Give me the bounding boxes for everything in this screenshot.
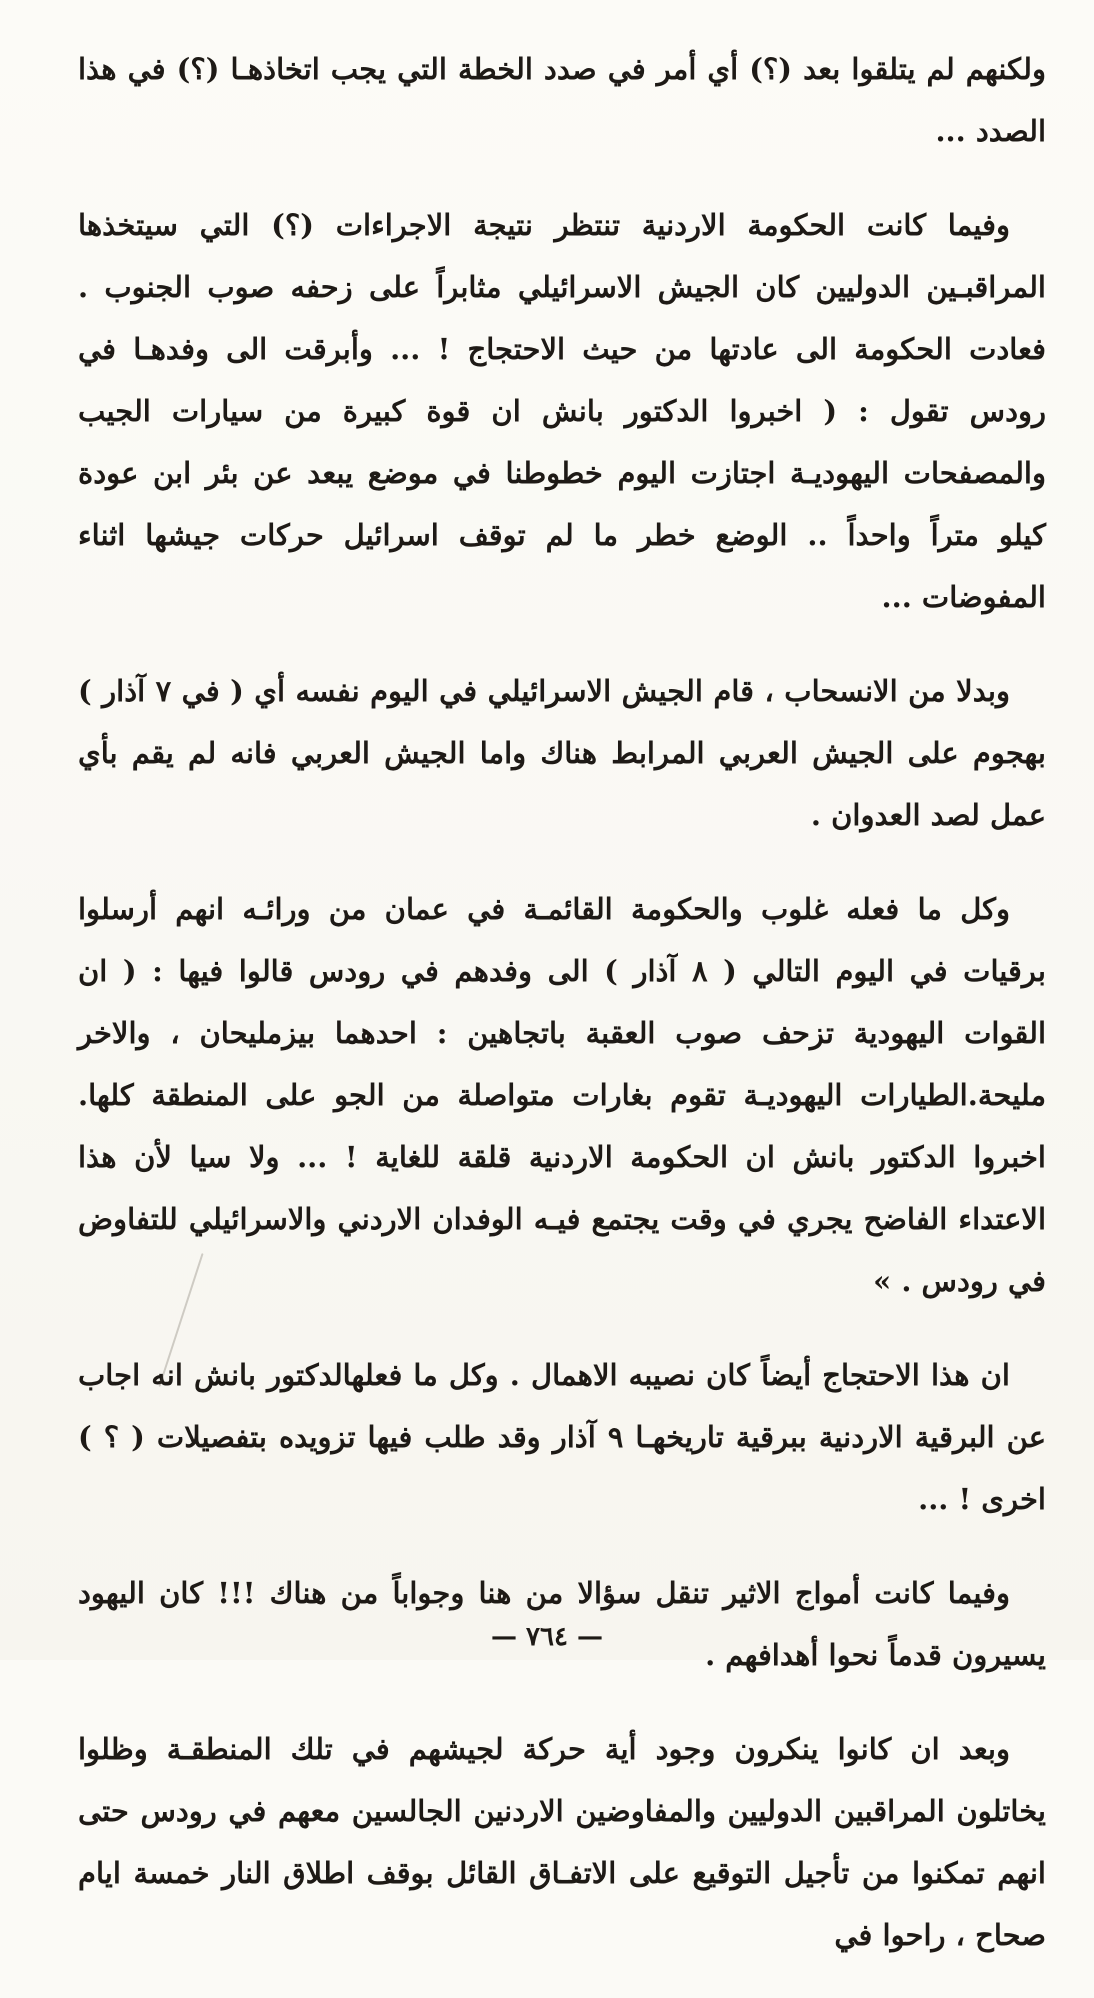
page-number: — ٧٦٤ —: [490, 1622, 604, 1652]
paragraph-2: وفيما كانت الحكومة الاردنية تنتظر نتيجة الاجراءات (؟) التي سيتخذها المراقبـين الدوليين كان الجيش الاسرائيلي مثابراً على زحفه صوب الجنوب . فعادت الحكومة الى عادتها من حيث الاحتجاج ! ... وأبرقت الى وفدهـا في رودس تقول : ( اخبروا الدكتور بانش ان قوة كبيرة من سيارات الجيب والمصفحات اليهوديـة اجتازت اليوم خطوطنا في موضع يبعد عن بئر ابن عودة كيلو متراً واحداً .. الوضع خطر ما لم توقف اسرائيل حركات جيشها اثناء المفوضات ...: [78, 208, 1046, 614]
paragraph-1: ولكنهم لم يتلقوا بعد (؟) أي أمر في صدد الخطة التي يجب اتخاذهـا (؟) في هذا الصدد ...: [78, 52, 1046, 148]
paragraph-4: وكل ما فعله غلوب والحكومة القائمـة في عمان من ورائـه انهم أرسلوا برقيات في اليوم التالي ( ٨ آذار ) الى وفدهم في رودس قالوا فيها : ( ان القوات اليهودية تزحف صوب العقبة باتجاهين : احدهما بيزمليحان ، والاخر مليحة.الطيارات اليهوديـة تقوم بغارات متواصلة من الجو على المنطقة كلها. اخبروا الدكتور بانش ان الحكومة الاردنية قلقة للغاية ! ... ولا سيا لأن هذا الاعتداء الفاضح يجري في وقت يجتمع فيـه الوفدان الاردني والاسرائيلي للتفاوض في رودس . »: [78, 892, 1046, 1298]
paragraph-7: وبعد ان كانوا ينكرون وجود أية حركة لجيشهم في تلك المنطقـة وظلوا يخاتلون المراقبين الدوليين والمفاوضين الاردنين الجالسين معهم في رودس حتى انهم تمكنوا من تأجيل التوقيع على الاتفـاق القائل بوقف اطلاق النار خمسة ايام صحاح ، راحوا في: [78, 1732, 1046, 1952]
paragraph-5: ان هذا الاحتجاج أيضاً كان نصيبه الاهمال . وكل ما فعلهالدكتور بانش انه اجاب عن البرقية الاردنية ببرقية تاريخهـا ٩ آذار وقد طلب فيها تزويده بتفصيلات ( ؟ ) اخرى ! ...: [78, 1358, 1046, 1516]
body-text: [78, 38, 1046, 1998]
paragraph-3: وبدلا من الانسحاب ، قام الجيش الاسرائيلي في اليوم نفسه أي ( في ٧ آذار ) بهجوم على الجيش العربي المرابط هناك واما الجيش العربي فانه لم يقم بأي عمل لصد العدوان .: [78, 674, 1046, 832]
paragraph-6: وفيما كانت أمواج الاثير تنقل سؤالا من هنا وجواباً من هناك !!! كان اليهود يسيرون قدماً نحوا أهدافهم .: [78, 1576, 1046, 1672]
